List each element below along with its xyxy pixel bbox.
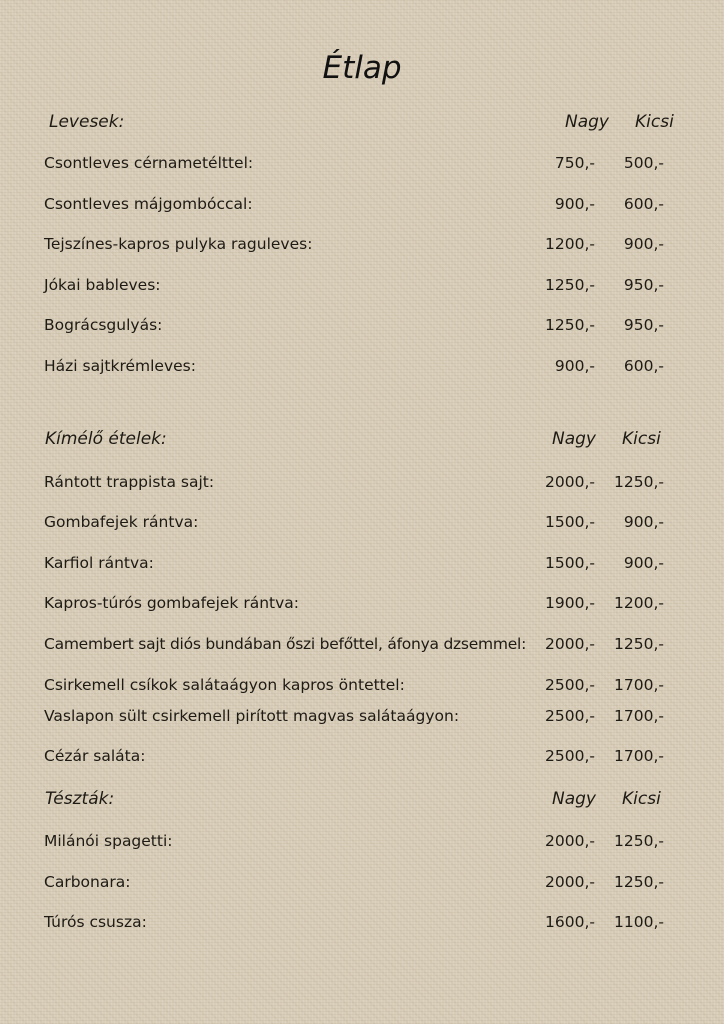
section-heading-levesek: Levesek: — [49, 112, 125, 132]
menu-item-name: Túrós csusza: — [44, 913, 147, 931]
price-large: 1900,- — [545, 594, 595, 612]
price-small: 1250,- — [614, 873, 664, 891]
menu-item-name: Bográcsgulyás: — [44, 316, 163, 334]
price-large: 900,- — [554, 357, 595, 375]
price-small: 500,- — [623, 154, 664, 172]
menu-item-name: Karfiol rántva: — [44, 554, 154, 572]
menu-item-name: Csontleves májgombóccal: — [44, 195, 253, 213]
price-large: 750,- — [554, 154, 595, 172]
price-small: 1100,- — [614, 913, 664, 931]
price-large: 1500,- — [545, 554, 595, 572]
price-large: 1250,- — [545, 316, 595, 334]
price-small: 1700,- — [614, 707, 664, 725]
price-small: 1700,- — [614, 747, 664, 765]
column-header-small: Kicsi — [635, 112, 674, 132]
menu-item-name: Jókai bableves: — [44, 276, 161, 294]
menu-item-name: Házi sajtkrémleves: — [44, 357, 196, 375]
menu-item-name: Csontleves cérnametélttel: — [44, 154, 254, 172]
menu-item-name: Csirkemell csíkok salátaágyon kapros öntettel: — [44, 676, 405, 694]
menu-item-name: Rántott trappista sajt: — [44, 473, 215, 491]
menu-item-name: Gombafejek rántva: — [44, 513, 199, 531]
section-heading-tesztak: Tészták: — [45, 789, 115, 809]
price-small: 1200,- — [614, 594, 664, 612]
menu-item-name: Camembert sajt diós bundában őszi befőttel, áfonya dzsemmel: — [44, 635, 527, 653]
price-large: 2500,- — [545, 747, 595, 765]
price-small: 1700,- — [614, 676, 664, 694]
menu-item-name: Vaslapon sült csirkemell pirított magvas salátaágyon: — [44, 707, 460, 725]
price-small: 1250,- — [614, 635, 664, 653]
price-small: 900,- — [623, 554, 664, 572]
menu-item-name: Cézár saláta: — [44, 747, 146, 765]
price-large: 1200,- — [545, 235, 595, 253]
column-header-small: Kicsi — [622, 429, 661, 449]
price-large: 2000,- — [545, 635, 595, 653]
price-large: 2500,- — [545, 676, 595, 694]
column-header-large: Nagy — [565, 112, 609, 132]
page-title: Étlap — [322, 50, 402, 86]
price-small: 600,- — [623, 357, 664, 375]
price-large: 2000,- — [545, 832, 595, 850]
price-large: 2000,- — [545, 873, 595, 891]
menu-item-name: Kapros-túrós gombafejek rántva: — [44, 594, 299, 612]
price-small: 900,- — [623, 513, 664, 531]
column-header-small: Kicsi — [622, 789, 661, 809]
price-large: 2500,- — [545, 707, 595, 725]
price-small: 950,- — [623, 276, 664, 294]
price-small: 900,- — [623, 235, 664, 253]
price-small: 600,- — [623, 195, 664, 213]
price-large: 1250,- — [545, 276, 595, 294]
menu-item-name: Tejszínes-kapros pulyka raguleves: — [44, 235, 313, 253]
price-small: 950,- — [623, 316, 664, 334]
price-large: 900,- — [554, 195, 595, 213]
column-header-large: Nagy — [552, 789, 596, 809]
column-header-large: Nagy — [552, 429, 596, 449]
menu-item-name: Milánói spagetti: — [44, 832, 173, 850]
menu-item-name: Carbonara: — [44, 873, 131, 891]
price-large: 1600,- — [545, 913, 595, 931]
section-heading-kimelo-etelek: Kímélő ételek: — [45, 429, 167, 449]
price-small: 1250,- — [614, 473, 664, 491]
price-small: 1250,- — [614, 832, 664, 850]
price-large: 1500,- — [545, 513, 595, 531]
price-large: 2000,- — [545, 473, 595, 491]
